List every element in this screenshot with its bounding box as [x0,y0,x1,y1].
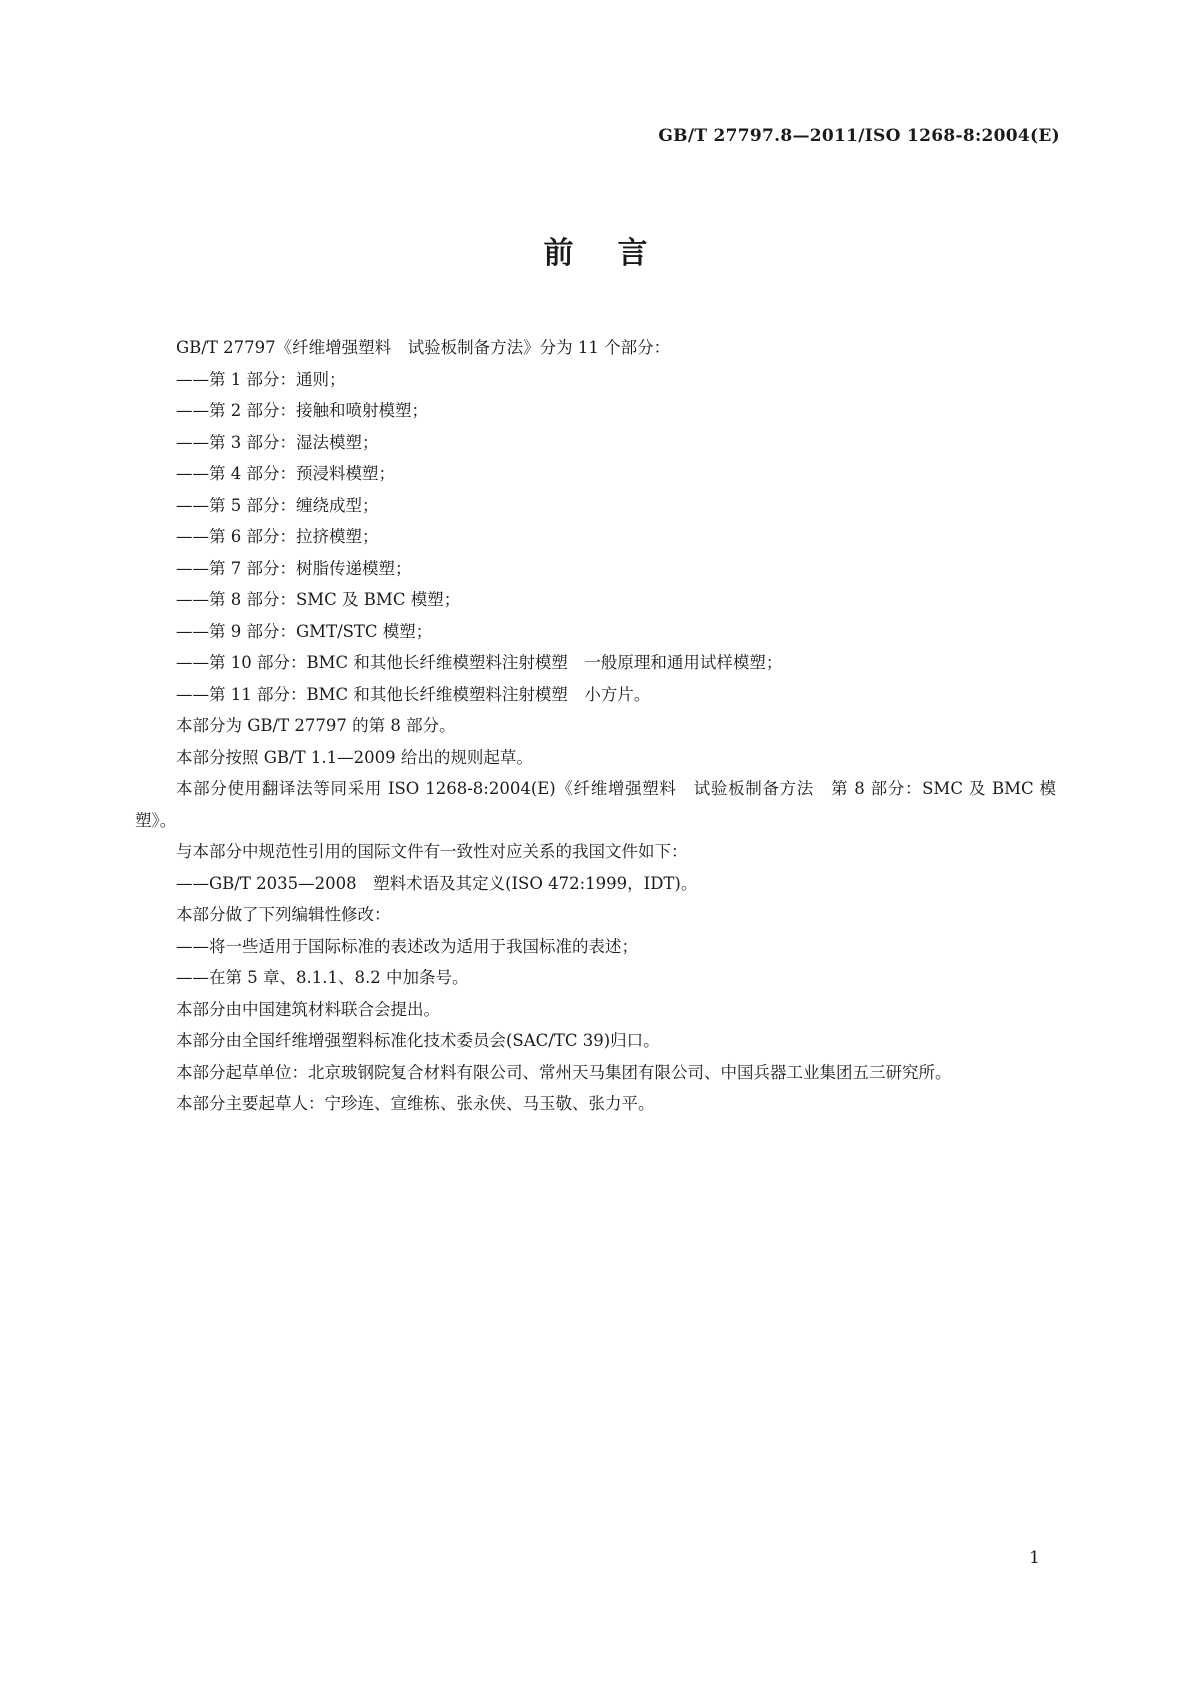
page-title: 前言 [543,236,692,271]
paragraph-drafting-rules: 本部分按照 GB/T 1.1—2009 给出的规则起草。 [176,747,533,767]
list-item-gbt-2035: ——GB/T 2035—2008 塑料术语及其定义(ISO 472:1999，IDT)。 [176,873,698,893]
paragraph-intro: GB/T 27797《纤维增强塑料 试验板制备方法》分为 11 个部分： [176,338,671,357]
list-item-part-5: ——第 5 部分：缠绕成型； [176,495,379,515]
list-item-change-2: ——在第 5 章、8.1.1、8.2 中加条号。 [176,968,469,987]
paragraph-drafting-units: 本部分起草单位：北京玻钢院复合材料有限公司、常州天马集团有限公司、中国兵器工业集团五三研究所。 [176,1062,952,1082]
paragraph-editorial-changes: 本部分做了下列编辑性修改： [176,905,391,924]
list-item-part-2: ——第 2 部分：接触和喷射模塑； [176,401,428,420]
list-item-part-10: ——第 10 部分：BMC 和其他长纤维模塑料注射模塑 一般原理和通用试样模塑； [176,653,783,672]
paragraph-drafters: 本部分主要起草人：宁珍连、宣维栋、张永侠、马玉敬、张力平。 [176,1094,655,1113]
list-item-part-7: ——第 7 部分：树脂传递模塑； [176,558,412,578]
page-number: 1 [1029,1548,1040,1568]
paragraph-correspondence: 与本部分中规范性引用的国际文件有一致性对应关系的我国文件如下： [176,842,688,861]
paragraph-part-number: 本部分为 GB/T 27797 的第 8 部分。 [176,716,456,735]
list-item-part-3: ——第 3 部分：湿法模塑； [176,432,379,452]
paragraph-adoption: 本部分使用翻译法等同采用 ISO 1268-8:2004(E)《纤维增强塑料 试验板制备方法 第 8 部分：SMC 及 BMC 模塑》。 [135,779,1056,830]
foreword-body [135,332,1056,1120]
list-item-part-1: ——第 1 部分：通则； [176,369,346,389]
list-item-part-4: ——第 4 部分：预浸料模塑； [176,464,395,483]
list-item-part-6: ——第 6 部分：拉挤模塑； [176,527,379,546]
list-item-part-8: ——第 8 部分：SMC 及 BMC 模塑； [176,590,461,609]
standard-code-header: GB/T 27797.8—2011/ISO 1268-8:2004(E) [658,126,1060,146]
list-item-change-1: ——将一些适用于国际标准的表述改为适用于我国标准的表述； [176,936,638,956]
list-item-part-9: ——第 9 部分：GMT/STC 模塑； [176,621,433,641]
paragraph-proposer: 本部分由中国建筑材料联合会提出。 [176,999,440,1019]
paragraph-committee: 本部分由全国纤维增强塑料标准化技术委员会(SAC/TC 39)归口。 [176,1031,660,1050]
list-item-part-11: ——第 11 部分：BMC 和其他长纤维模塑料注射模塑 小方片。 [176,684,651,704]
